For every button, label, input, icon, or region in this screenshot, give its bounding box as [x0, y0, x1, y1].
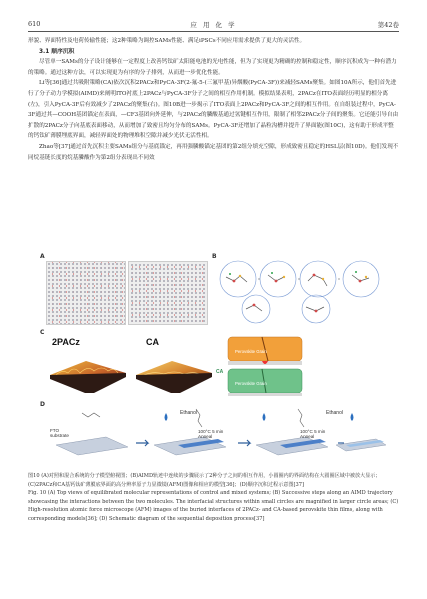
- afm-surface-ca: [132, 335, 214, 393]
- fto-substrate-label: FTO substrate: [50, 428, 69, 439]
- ethanol-label-2: Ethanol: [326, 410, 343, 416]
- page-number: 610: [28, 20, 41, 28]
- journal-name: 应 用 化 学: [190, 21, 237, 29]
- figure-caption: [28, 472, 399, 524]
- anneal-label-2: 100°C 5 min Anneal: [300, 429, 326, 440]
- running-header: [28, 20, 399, 30]
- molecular-model-control: [46, 261, 126, 325]
- paragraph-2: 尽管单一SAMs的分子设计能够在一定程度上改善钙钛矿太阳能电池的光电性能，但为了实现更为精确的控制和稳定性，顺序沉积成为一种有潜力的策略。通过这种方法，可以实现更为有序的分子排列，从而进一步优化性能。: [28, 59, 397, 76]
- section-title: 3.1 顺序沉积: [39, 48, 75, 55]
- anneal-label-1: 100°C 5 min Anneal: [198, 429, 224, 440]
- panel-label-b: B: [212, 253, 217, 260]
- panel-label-d: D: [40, 401, 45, 408]
- caption-english: Fig. 10 (A) Top views of equilibrated molecular representations of control and mixed systems; (B) Successive steps along an AIMD trajectory showcasing the interactions between the two molecules. The interfacial structures within small circles are magnified in larger circle areas; (C) High-resolution atomic force microscope (AFM) images of the buried interfaces of 2PACz- and CA-based perovskite thin films, along with corresponding models[36]; (D) Schematic diagram of the sequential deposition process[37]: [28, 490, 399, 522]
- grain-label-top: Perovskite Grain: [235, 349, 267, 354]
- ca-model-label: CA: [216, 369, 224, 375]
- ethanol-label-1: Ethanol: [180, 410, 197, 416]
- afm-image-2pacz: [46, 335, 128, 393]
- afm-2pacz-title: 2PACz: [52, 337, 80, 347]
- afm-ca-title: CA: [146, 337, 159, 347]
- paragraph-1: 形貌、界面特性及电荷传输性能；这2种策略为调控SAMs性能、满足iPSCs不同应用需求提供了更大的灵活性。: [28, 38, 306, 44]
- figure-10: [40, 253, 390, 468]
- afm-surface-2pacz: [46, 335, 128, 393]
- caption-chinese: 图10 (A)对照和混合系统的分子模型俯视图；(B)AIMD轨迹中连续的步骤展示了2种分子之间的相互作用，小圆圈内的界面结构在大圆圈区域中被放大显示；(C)2PACz和CA基钙钛矿薄膜底界面的高分辨率原子力显微镜(AFM)图像和相应的模型[36]；(D)顺序沉积过程示意图[37]: [28, 473, 381, 488]
- panel-label-c: C: [40, 329, 45, 336]
- paragraph-4: Zhao等[37]通过首先沉积主要SAMs组分与基底锚定，再用强膦酸锚定基团的第2组分填充空隙，形成致密且稳定的HSL层(图10D)。他们发现不同烷基链长度的烷基膦酸作为第2组分表现出不同效: [28, 143, 399, 161]
- aimd-trajectory-image: [216, 257, 388, 327]
- grain-label-bottom: Perovskite Grain: [235, 381, 267, 386]
- paragraph-3: Li等[36]通过共吸附策略(CA)依次沉积2PACz和PyCA-3F(2-氟-5-(三氟甲基)异烟酸(PyCA-3F))来减轻SAMs聚集。如图10A所示，他们首先进行了分子动力学模拟(AIMD)来阐明ITO衬底上2PACz与PyCA-3F分子之间的相互作用机制。模拟结果表明，2PACz在ITO表面经历明显的相分离(左)，引入PyCA-3F后有效减少了2PACz的聚集(右)。图10B进一步揭示了ITO表面上2PACz和PyCA-3F之间的相互作用。在自组装过程中，PyCA-3F通过其—COOH基团锚定在表面，—CF3基团向外延伸，与2PACz的膦酸基通过氢键相互作用，限制了相邻2PACz分子间的聚集。它还能引导自由扩散的2PACz分子向基底表面移动，从而增加了致密且均匀分布的SAMs。PyCA-3F还增加了晶粒沟槽并提升了界面能(图10C)，这有助于形成平整的钙钛矿薄膜埋底界面，减轻界面处的物理堆积空隙并减少光伏无活性相。: [28, 80, 399, 140]
- panel-label-a: A: [40, 253, 45, 260]
- afm-image-ca: [132, 335, 214, 393]
- header-rule: [28, 31, 399, 32]
- molecular-model-mixed: [128, 261, 208, 325]
- grain-boundary-models: [222, 333, 388, 397]
- body-text: [28, 36, 399, 163]
- volume-label: 第42卷: [377, 21, 399, 29]
